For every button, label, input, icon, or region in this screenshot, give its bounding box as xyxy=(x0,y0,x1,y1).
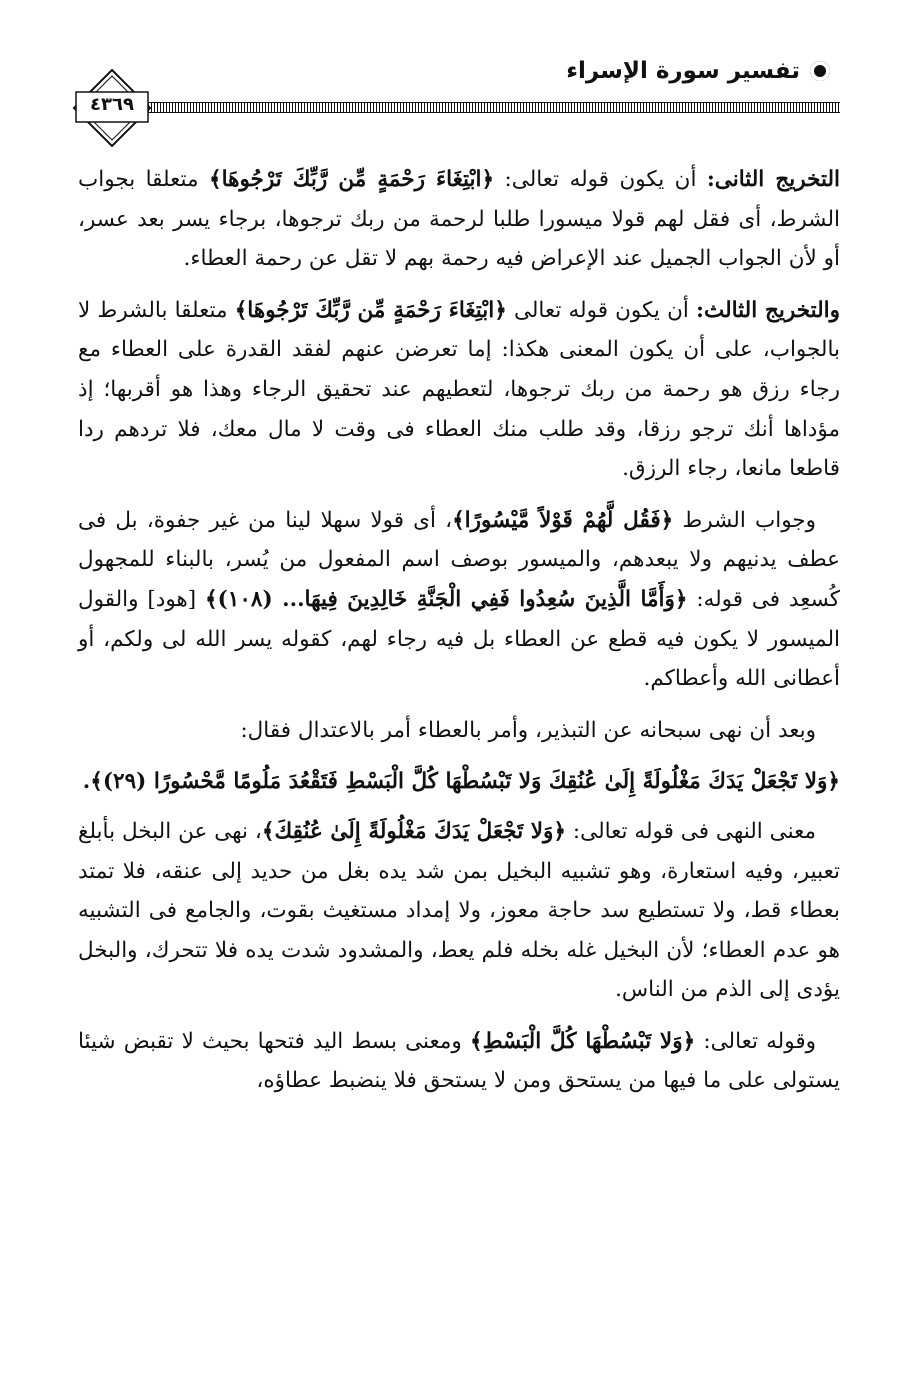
verse-29 xyxy=(78,762,840,802)
quran-quote: ﴿وَلا تَجْعَلْ يَدَكَ مَغْلُولَةً إِلَىٰ عُنُقِكَ﴾ xyxy=(261,818,566,844)
header-rule xyxy=(148,102,840,113)
page-body xyxy=(78,160,840,1113)
surah-title: تفسير سورة الإسراء xyxy=(566,58,800,84)
paragraph-text: [هود] والقول الميسور لا يكون فيه قطع عن العطاء بل فيه رجاء لهم، كقوله يسر الله لى ولكم، أو أعطانى الله وأعطاكم. xyxy=(78,586,840,692)
quran-quote: ﴿وَلا تَبْسُطْهَا كُلَّ الْبَسْطِ﴾ xyxy=(470,1028,696,1054)
paragraph-second-derivation xyxy=(78,160,840,279)
page-number: ٤٣٦٩ xyxy=(90,94,134,115)
paragraph-text: ، أى قولا سهلا لينا من غير جفوة، بل فى عطف يدنيهم ولا يبعدهم، والميسور بوصف اسم المفعول من يُسر، بالبناء للمجهول كُسعِد فى قوله: xyxy=(78,507,840,612)
running-title xyxy=(566,58,830,84)
paragraph-meaning-of-prohibition xyxy=(78,812,840,1010)
ornament-icon xyxy=(810,61,830,81)
paragraph-lead: والتخريج الثالث: xyxy=(696,297,840,323)
quran-quote: ﴿ابْتِغَاءَ رَحْمَةٍ مِّن رَّبِّكَ تَرْجُوهَا﴾ xyxy=(208,167,495,192)
paragraph-text: وجواب الشرط xyxy=(673,507,816,533)
page-header xyxy=(70,52,840,152)
paragraph-lead: التخريج الثانى: xyxy=(706,167,840,192)
paragraph-text: متعلقا بالشرط لا بالجواب، على أن يكون المعنى هكذا: إما تعرضن عنهم لفقد القدرة على العطاء مع رجاء رزق هو رحمة من ربك ترجوها، لتعطيهم عند تحقيق الرجاء وهذا هو أقربها؛ إذ مؤداها أنك ترجو رزقا، وقد طلب منك العطاء فى وقت لا مال معك، فلا تردهم ردا قاطعا مانعا، رجاء الرزق. xyxy=(78,297,840,482)
paragraph-answer-of-condition xyxy=(78,501,840,699)
paragraph-third-derivation xyxy=(78,291,840,489)
quran-quote: ﴿ابْتِغَاءَ رَحْمَةٍ مِّن رَّبِّكَ تَرْجُوهَا﴾ xyxy=(234,297,507,323)
paragraph-text: متعلقا بجواب الشرط، أى فقل لهم قولا ميسورا طلبا لرحمة من ربك ترجوها، برجاء يسر بعد عسر، أو لأن الجواب الجميل عند الإعراض فيه رحمة بهم لا تقل عن رحمة العطاء. xyxy=(78,167,840,272)
paragraph-text: وقوله تعالى: xyxy=(695,1028,816,1054)
quran-quote: ﴿وَأَمَّا الَّذِينَ سُعِدُوا فَفِي الْجَنَّةِ خَالِدِينَ فِيهَا... (١٠٨)﴾ xyxy=(205,586,688,612)
paragraph-text: ، نهى عن البخل بأبلغ تعبير، وفيه استعارة، وهو تشبيه البخيل بمن شد يده بغل من حديد إلى عنقه، فلا تمتد بعطاء قط، ولا تستطيع سد حاجة معوز، ولا إمداد مستغيث بقوت، والجامع فى التشبيه هو عدم العطاء؛ لأن البخيل غله بخله فلم يعط، والمشدود شدت يده فلا تتحرك، والبخل يؤدى إلى الذم من الناس. xyxy=(78,818,840,1003)
paragraph-text: ومعنى بسط اليد فتحها بحيث لا تقبض شيئا يستولى على ما فيها من يستحق ومن لا يستحق فلا ينضبط عطاؤه، xyxy=(78,1028,840,1094)
paragraph-text: وبعد أن نهى سبحانه عن التبذير، وأمر بالعطاء أمر بالاعتدال فقال: xyxy=(240,717,816,743)
paragraph-text: أن يكون قوله تعالى: xyxy=(494,167,707,192)
page-number-badge xyxy=(72,68,152,148)
paragraph-spreading-hand xyxy=(78,1022,840,1101)
paragraph-text: أن يكون قوله تعالى xyxy=(506,297,697,323)
paragraph-transition xyxy=(78,711,840,751)
paragraph-text: معنى النهى فى قوله تعالى: xyxy=(565,818,816,844)
quran-quote: ﴿فَقُل لَّهُمْ قَوْلاً مَّيْسُورًا﴾ xyxy=(452,507,674,533)
quran-verse: ﴿وَلا تَجْعَلْ يَدَكَ مَغْلُولَةً إِلَىٰ عُنُقِكَ وَلا تَبْسُطْهَا كُلَّ الْبَسْطِ فَتَقْعُدَ مَلُومًا مَّحْسُورًا (٢٩)﴾. xyxy=(82,769,840,795)
